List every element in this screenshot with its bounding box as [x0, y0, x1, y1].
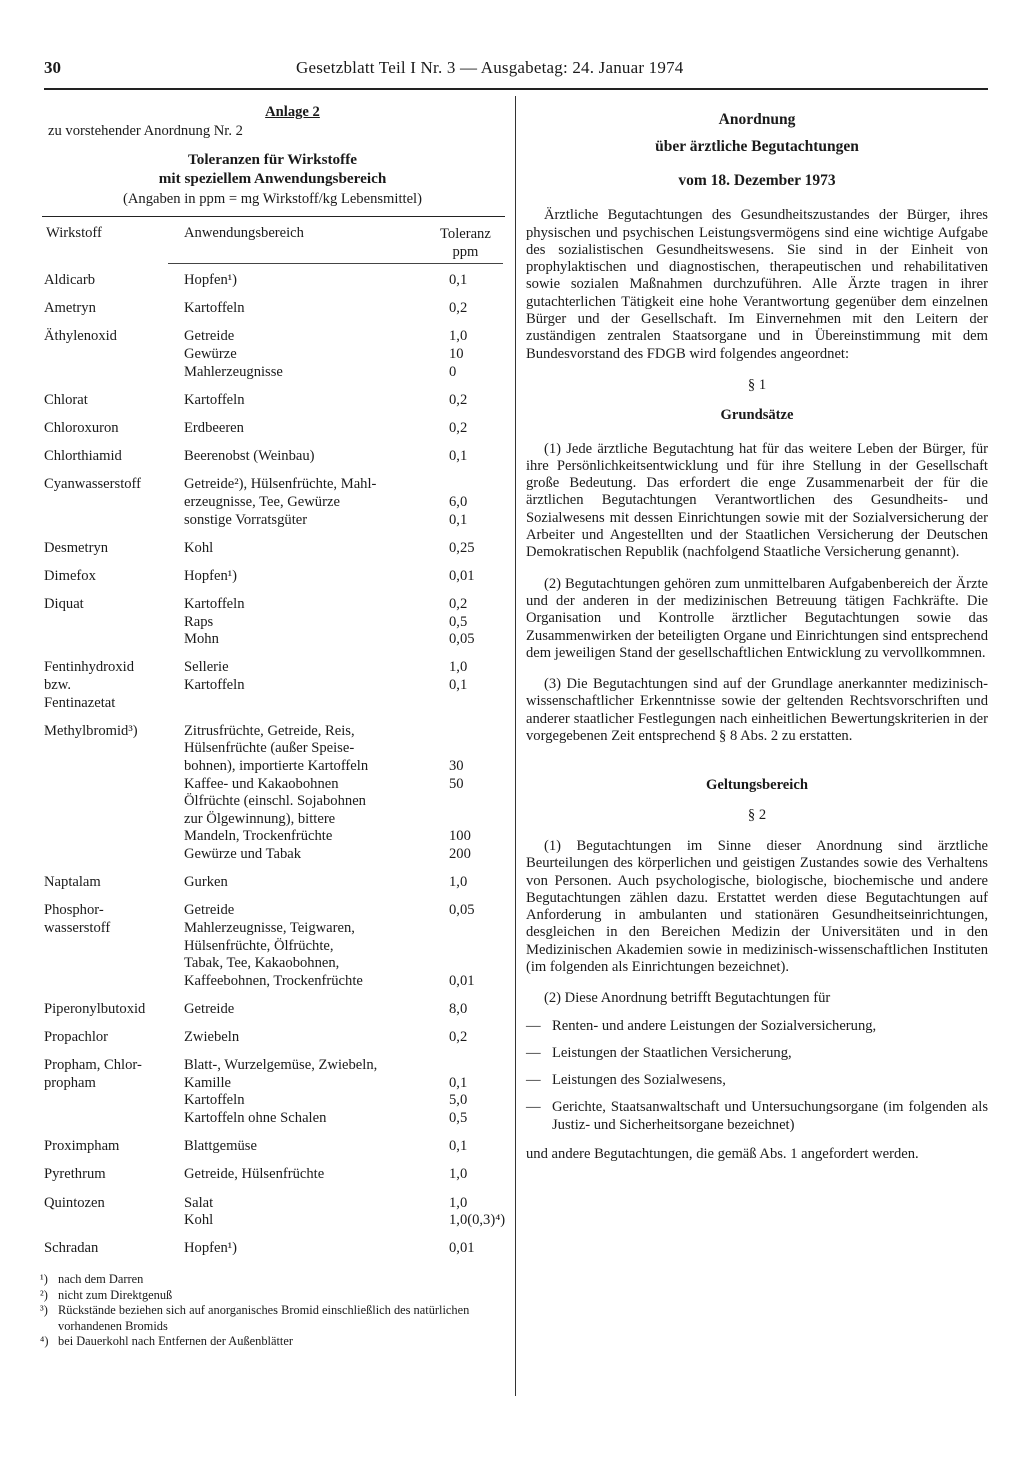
section-1-heading: Grundsätze [720, 407, 794, 424]
section-1-paragraph-3: (3) Die Begutachtungen sind auf der Grundlage anerkannter medizinisch-wissenschaftlicher Erkenntnisse sowie der geltenden Rechtsvorschriften und anderer staatlicher Festlegungen nach einheitlichen Bewertungskriterien in der vorgegebenen Zeit entsprechend § 8 Abs. 2 zu erstatten. [526, 676, 988, 745]
table-row [40, 1138, 505, 1156]
substance-cell [40, 723, 184, 864]
application-area: erzeugnisse, Tee, Gewürze [184, 493, 340, 510]
application-line [184, 272, 505, 290]
col-header-toleranz-label: Toleranz [440, 226, 491, 242]
application-area: Kohl [184, 1212, 214, 1229]
application-area: Kartoffeln [184, 391, 245, 408]
substance-name: Naptalam [44, 874, 101, 891]
tolerance-value: 200 [449, 845, 471, 862]
footnotes [40, 1272, 505, 1350]
tolerance-value: 0,05 [449, 631, 475, 648]
substance-name: Aldicarb [44, 272, 96, 288]
application-line [184, 828, 505, 846]
application-line [184, 973, 505, 991]
application-line [184, 494, 505, 512]
substance-name: Fentinazetat [44, 694, 116, 711]
tolerance-value: 0,2 [449, 596, 468, 613]
application-line [184, 677, 505, 695]
application-line [184, 614, 505, 632]
substance-name: Schradan [44, 1240, 99, 1257]
application-cell [184, 1057, 505, 1127]
footnote [40, 1288, 505, 1304]
application-line [184, 476, 505, 494]
annex-title: Anlage 2 [265, 104, 320, 120]
application-line [184, 420, 505, 438]
application-cell [184, 1029, 505, 1047]
application-area: Mahlerzeugnisse, Teigwaren, [184, 919, 355, 936]
application-area: Beerenobst (Weinbau) [184, 448, 315, 465]
substance-name: Propachlor [44, 1029, 109, 1046]
substance-cell [40, 874, 184, 892]
list-item [526, 1099, 988, 1134]
application-area: Getreide [184, 328, 235, 345]
tolerance-value: 0,5 [449, 1110, 468, 1127]
application-line [184, 1166, 505, 1184]
application-line [184, 846, 505, 864]
substance-name: propham [44, 1074, 96, 1091]
application-area: Ölfrüchte (einschl. Sojabohnen [184, 793, 366, 810]
application-line [184, 902, 505, 920]
substance-cell [40, 1240, 184, 1258]
application-area: Kartoffeln ohne Schalen [184, 1110, 327, 1127]
application-cell [184, 1138, 505, 1156]
col-header-toleranz-unit: ppm [452, 244, 479, 260]
application-area: Erdbeeren [184, 419, 244, 436]
page-header [44, 58, 988, 88]
tolerance-value: 0,25 [449, 539, 475, 556]
application-cell [184, 272, 505, 290]
section-2-heading: Geltungsbereich [706, 777, 808, 794]
substance-cell [40, 1001, 184, 1019]
substance-cell [40, 1057, 184, 1127]
application-area: Getreide [184, 902, 235, 919]
substance-name: Chloroxuron [44, 419, 119, 436]
substance-name: Desmetryn [44, 539, 109, 556]
footnote-mark: ³) [40, 1303, 48, 1317]
page-number: 30 [44, 58, 61, 77]
application-line [184, 659, 505, 677]
table-row [40, 540, 505, 558]
table-row [40, 1057, 505, 1127]
tolerance-value [449, 723, 505, 741]
tolerance-value: 0 [449, 363, 457, 380]
application-area: Hopfen¹) [184, 567, 238, 584]
substance-cell [40, 568, 184, 586]
application-area: Zitrusfrüchte, Getreide, Reis, [184, 722, 355, 739]
substance-cell [40, 1195, 184, 1230]
substance-name: Fentinhydroxid [44, 659, 134, 676]
ordinance-date: vom 18. Dezember 1973 [678, 172, 836, 189]
tolerance-value [449, 811, 505, 829]
substance-name: Äthylenoxid [44, 328, 117, 345]
application-cell [184, 1166, 505, 1184]
section-1-paragraph-1: (1) Jede ärztliche Begutachtung hat für das weitere Leben der Bürger, für ihre Persönlichkeitsentwicklung und für ihre Stellung in der Gesellschaft große Bedeutung. Das erfordert die enge Zusammenarbeit der für die ärztlichen Begutachtungen Verantwortlichen des Gesundheits- und Sozialwesens mit dessen Einrichtungen sowie mit der Sozialversicherung der Arbeiter und Angestellten und der Staatlichen Versicherung der Deutschen Demokratischen Republik (nachfolgend Staatliche Versicherung genannt). [526, 440, 988, 561]
application-line [184, 448, 505, 466]
application-line [184, 723, 505, 741]
application-area: Gewürze und Tabak [184, 845, 302, 862]
tolerance-value: 0,5 [449, 613, 468, 630]
substance-cell [40, 272, 184, 290]
substance-name: Phosphor- [44, 902, 104, 919]
application-line [184, 300, 505, 318]
col-header-toleranz [440, 225, 491, 261]
table-unit-note: (Angaben in ppm = mg Wirkstoff/kg Lebensmittel) [123, 191, 422, 207]
application-line [184, 740, 505, 758]
tolerance-value [449, 793, 505, 811]
application-area: Mahlerzeugnisse [184, 363, 283, 380]
application-area: Hülsenfrüchte (außer Speise- [184, 740, 355, 757]
application-area: Kohl [184, 539, 214, 556]
substance-cell [40, 659, 184, 712]
application-cell [184, 476, 505, 529]
table-row [40, 596, 505, 649]
application-cell [184, 902, 505, 990]
application-line [184, 1001, 505, 1019]
substance-name: Chlorthiamid [44, 448, 122, 465]
substance-name: Diquat [44, 596, 84, 613]
application-cell [184, 420, 505, 438]
application-area: Mohn [184, 631, 219, 648]
tolerance-value [449, 476, 505, 494]
substance-cell [40, 596, 184, 649]
application-line [184, 540, 505, 558]
substance-cell [40, 300, 184, 318]
table-row [40, 392, 505, 410]
table-row [40, 300, 505, 318]
application-area: Gewürze [184, 345, 237, 362]
application-cell [184, 723, 505, 864]
application-line [184, 346, 505, 364]
table-row [40, 448, 505, 466]
application-cell [184, 568, 505, 586]
substance-name: Dimefox [44, 567, 96, 584]
tolerance-value: 0,1 [449, 448, 468, 465]
tolerance-value [449, 955, 505, 973]
ordinance-subject: über ärztliche Begutachtungen [655, 138, 859, 155]
application-line [184, 955, 505, 973]
table-row [40, 1029, 505, 1047]
footnote [40, 1272, 505, 1288]
application-area: Kaffee- und Kakaobohnen [184, 775, 339, 792]
tolerance-value: 0,1 [449, 1074, 468, 1091]
application-line [184, 793, 505, 811]
tolerance-value: 1,0(0,3)⁴) [449, 1212, 506, 1229]
tolerance-value: 0,1 [449, 677, 468, 694]
substance-name: Propham, Chlor- [44, 1057, 142, 1074]
substance-cell [40, 1166, 184, 1184]
substance-name: Chlorat [44, 391, 88, 408]
substance-name: Pyrethrum [44, 1166, 106, 1183]
table-header [40, 217, 505, 263]
right-column [526, 106, 988, 1163]
application-area: Hülsenfrüchte, Ölfrüchte, [184, 937, 334, 954]
application-line [184, 1092, 505, 1110]
application-line [184, 874, 505, 892]
table-row [40, 902, 505, 990]
application-cell [184, 659, 505, 712]
application-cell [184, 874, 505, 892]
section-2-label: § 2 [747, 806, 767, 823]
application-line [184, 328, 505, 346]
application-area: Hopfen¹) [184, 1240, 238, 1257]
application-line [184, 1110, 505, 1128]
substance-cell [40, 476, 184, 529]
table-row [40, 272, 505, 290]
application-area: Kartoffeln [184, 596, 245, 613]
footnote [40, 1303, 505, 1334]
application-area: Kartoffeln [184, 300, 245, 317]
tolerance-value [449, 920, 505, 938]
application-line [184, 512, 505, 530]
table-row [40, 1001, 505, 1019]
tolerance-value: 0,1 [449, 511, 468, 528]
application-line [184, 364, 505, 382]
application-area: Mandeln, Trockenfrüchte [184, 828, 333, 845]
table-row [40, 723, 505, 864]
footnote-text: nicht zum Direktgenuß [58, 1287, 173, 1302]
substance-cell [40, 1029, 184, 1047]
application-line [184, 1212, 505, 1230]
substance-cell [40, 448, 184, 466]
footnote-text: bei Dauerkohl nach Entfernen der Außenblätter [58, 1334, 293, 1348]
tolerance-value [449, 938, 505, 956]
tolerance-value: 0,1 [449, 1138, 468, 1155]
application-area: Sellerie [184, 659, 229, 676]
tolerance-value: 6,0 [449, 493, 468, 510]
col-header-anwendung: Anwendungsbereich [184, 225, 304, 241]
application-line [184, 776, 505, 794]
tolerance-value: 100 [449, 828, 471, 845]
application-line [184, 1240, 505, 1258]
application-area: Getreide, Hülsenfrüchte [184, 1166, 325, 1183]
annex-subtitle: zu vorstehender Anordnung Nr. 2 [48, 123, 243, 139]
substance-name: wasserstoff [44, 919, 111, 936]
list-dash: — [526, 1017, 541, 1034]
list-item [526, 1018, 988, 1035]
tolerance-value: 1,0 [449, 1166, 468, 1183]
tolerance-value: 0,2 [449, 1029, 468, 1046]
application-cell [184, 1001, 505, 1019]
application-area: Tabak, Tee, Kakaobohnen, [184, 955, 340, 972]
tolerance-value: 1,0 [449, 874, 468, 891]
substance-name: Quintozen [44, 1194, 105, 1211]
substance-name: Ametryn [44, 300, 96, 317]
tolerance-value: 0,2 [449, 300, 468, 317]
substance-name: Piperonylbutoxid [44, 1000, 146, 1017]
substance-name: Proximpham [44, 1138, 120, 1155]
application-area: Gurken [184, 874, 228, 891]
application-area: Getreide²), Hülsenfrüchte, Mahl- [184, 476, 377, 493]
footnote-mark: ²) [40, 1287, 48, 1302]
footnote-text: nach dem Darren [58, 1272, 144, 1286]
tolerance-value: 0,01 [449, 1240, 475, 1257]
application-area: bohnen), importierte Kartoffeln [184, 758, 369, 774]
application-line [184, 1075, 505, 1093]
application-cell [184, 448, 505, 466]
application-line [184, 1057, 505, 1075]
header-rule [44, 88, 988, 90]
list-dash: — [526, 1072, 541, 1089]
tolerance-value: 30 [449, 758, 464, 774]
application-area: Kaffeebohnen, Trockenfrüchte [184, 972, 363, 989]
section-2-paragraph-2: (2) Diese Anordnung betrifft Begutachtungen für [544, 990, 831, 1007]
list-item-text: Renten- und andere Leistungen der Sozialversicherung, [552, 1017, 877, 1034]
application-area: Kartoffeln [184, 1092, 245, 1109]
application-area: Kartoffeln [184, 677, 245, 694]
table-row [40, 476, 505, 529]
application-area: sonstige Vorratsgüter [184, 511, 308, 528]
substance-cell [40, 392, 184, 410]
tolerance-value: 0,2 [449, 419, 468, 436]
application-area: Blatt-, Wurzelgemüse, Zwiebeln, [184, 1057, 378, 1074]
application-area: Salat [184, 1194, 214, 1211]
substance-name: bzw. [44, 677, 72, 694]
application-cell [184, 596, 505, 649]
table-row [40, 1166, 505, 1184]
substance-cell [40, 540, 184, 558]
table-row [40, 328, 505, 381]
section-1-paragraph-2: (2) Begutachtungen gehören zum unmittelbaren Aufgabenbereich der Ärzte und der anderen in der medizinischen Betreuung tätigen Fachkräfte. Die Organisation und Kontrolle ärztlicher Begutachtungen sowie das Zusammenwirken der beteiligten Organe und Einrichtungen sind entsprechend dem jeweiligen Stand der gesellschaftlichen Entwicklung zu vervollkommnen. [526, 575, 988, 661]
application-cell [184, 328, 505, 381]
table-header-rule [168, 263, 503, 264]
footnote [40, 1334, 505, 1350]
tolerance-value: 50 [449, 775, 464, 792]
tolerance-value: 0,01 [449, 972, 475, 989]
tolerance-value: 0,05 [449, 902, 475, 919]
application-line [184, 392, 505, 410]
tolerance-value: 1,0 [449, 328, 468, 345]
application-area: Raps [184, 613, 214, 630]
application-area: Hopfen¹) [184, 272, 238, 288]
application-line [184, 1029, 505, 1047]
list-dash: — [526, 1044, 541, 1061]
tolerance-value: 1,0 [449, 659, 468, 676]
substance-cell [40, 420, 184, 438]
tolerance-value [449, 1057, 505, 1075]
application-line [184, 568, 505, 586]
tolerance-value: 1,0 [449, 1194, 468, 1211]
footnote-mark: ⁴) [40, 1334, 49, 1348]
tolerance-value [449, 740, 505, 758]
column-divider [515, 96, 516, 1396]
table-title-line-1: Toleranzen für Wirkstoffe [187, 151, 358, 168]
tolerance-value: 5,0 [449, 1092, 468, 1109]
application-cell [184, 540, 505, 558]
application-line [184, 596, 505, 614]
substance-name: Methylbromid³) [44, 722, 138, 739]
table-row [40, 874, 505, 892]
ordinance-title: Anordnung [718, 111, 796, 128]
list-item [526, 1072, 988, 1089]
section-2-closing: und andere Begutachtungen, die gemäß Abs. 1 angefordert werden. [526, 1146, 919, 1163]
tolerance-table-body [40, 272, 505, 1258]
tolerance-value: 0,1 [449, 272, 468, 288]
application-cell [184, 300, 505, 318]
list-item-text: Gerichte, Staatsanwaltschaft und Untersuchungsorgane (im folgenden als Justiz- und Sicherheitsorgane bezeichnet) [552, 1099, 988, 1133]
substance-cell [40, 328, 184, 381]
section-2-list [526, 1018, 988, 1134]
application-line [184, 811, 505, 829]
application-cell [184, 1240, 505, 1258]
list-item-text: Leistungen der Staatlichen Versicherung, [552, 1044, 792, 1061]
application-line [184, 938, 505, 956]
substance-cell [40, 902, 184, 990]
application-line [184, 758, 505, 776]
substance-name: Cyanwasserstoff [44, 476, 142, 493]
table-row [40, 1195, 505, 1230]
table-row [40, 420, 505, 438]
gazette-title: Gesetzblatt Teil I Nr. 3 — Ausgabetag: 24. Januar 1974 [296, 58, 684, 77]
section-1-label: § 1 [747, 376, 767, 393]
application-cell [184, 392, 505, 410]
table-row [40, 568, 505, 586]
application-area: Getreide [184, 1000, 235, 1017]
list-item-text: Leistungen des Sozialwesens, [552, 1072, 726, 1089]
application-area: Blattgemüse [184, 1138, 257, 1155]
application-line [184, 1138, 505, 1156]
preamble: Ärztliche Begutachtungen des Gesundheitszustandes der Bürger, ihres physischen und psychischen Leistungsvermögens sind eine wichtige Aufgabe des sozialistischen Gesundheitswesens. Sie sind in der Einheit von prophylaktischen und diagnostischen, therapeutischen und rehabilitativen sowie sozialen Maßnahmen durchzuführen. Alle Ärzte tragen in ihrer gutachterlichen Tätigkeit eine hohe Verantwortung gegenüber dem einzelnen Bürger und der Gesellschaft. Im Einvernehmen mit den Leitern der zuständigen zentralen Staatsorgane und in Übereinstimmung mit dem Bundesvorstand des FDGB wird folgendes angeordnet: [526, 207, 988, 362]
footnote-mark: ¹) [40, 1272, 48, 1286]
list-dash: — [526, 1099, 541, 1116]
application-area: Kamille [184, 1074, 232, 1091]
tolerance-value: 0,01 [449, 567, 475, 584]
application-line [184, 1195, 505, 1213]
substance-cell [40, 1138, 184, 1156]
tolerance-value: 10 [449, 345, 464, 362]
application-cell [184, 1195, 505, 1230]
section-2-paragraph-1: (1) Begutachtungen im Sinne dieser Anordnung sind ärztliche Beurteilungen des körperlichen und geistigen Zustandes sowie des Verhaltens von Personen. Auch psychologische, biologische, biochemische und andere Begutachtungen zählen dazu. Erstattet werden diese Begutachtungen auf Anforderung in ambulanten und stationären Gesundheitseinrichtungen, desgleichen in den Bereichen Medizin der Universitäten und in den Medizinischen Akademien sowie in medizinisch-wissenschaftlichen Instituten (im folgenden als Einrichtungen bezeichnet). [526, 837, 988, 975]
list-item [526, 1045, 988, 1062]
application-line [184, 920, 505, 938]
table-row [40, 659, 505, 712]
application-area: Zwiebeln [184, 1029, 240, 1046]
tolerance-value: 0,2 [449, 391, 468, 408]
footnote-text: Rückstände beziehen sich auf anorganisches Bromid einschließlich des natürlichen vorhandenen Bromids [58, 1303, 470, 1333]
tolerance-value: 8,0 [449, 1000, 468, 1017]
col-header-wirkstoff: Wirkstoff [46, 225, 102, 241]
table-row [40, 1240, 505, 1258]
application-area: zur Ölgewinnung), bittere [184, 810, 336, 827]
left-column [40, 104, 505, 1350]
table-title-line-2: mit speziellem Anwendungsbereich [158, 170, 387, 187]
application-line [184, 631, 505, 649]
